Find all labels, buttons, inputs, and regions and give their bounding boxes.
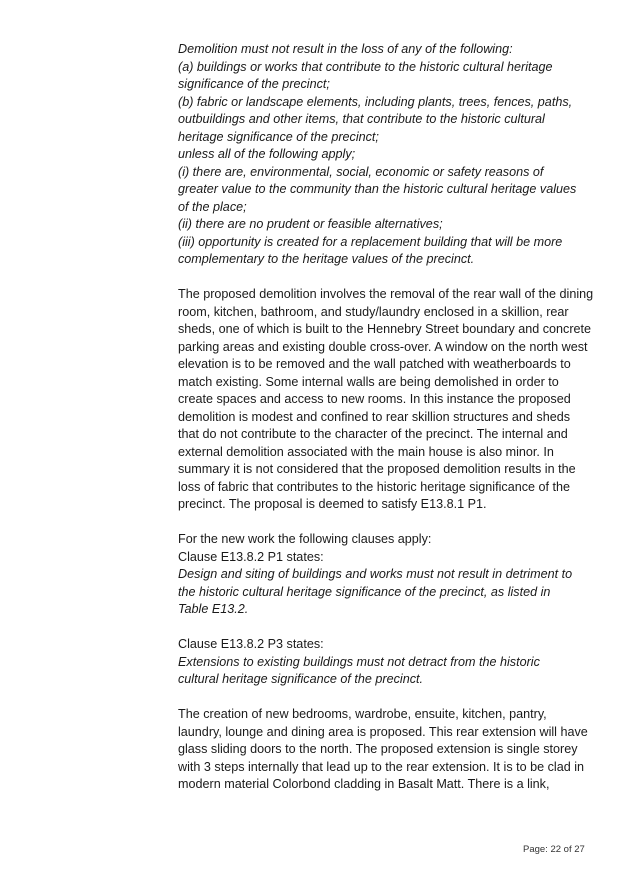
text-line: match existing. Some internal walls are being demolished in order to: [178, 374, 559, 389]
text-line: The creation of new bedrooms, wardrobe, ensuite, kitchen, pantry,: [178, 707, 547, 721]
text-line: precinct. The proposal is deemed to satisfy E13.8.1 P1.: [178, 497, 487, 511]
text-line: Extensions to existing buildings must not detract from the historic: [178, 654, 540, 669]
text-line: that do not contribute to the character of the precinct. The internal and: [178, 427, 568, 441]
text-line: outbuildings and other items, that contribute to the historic cultural: [178, 112, 545, 126]
text-line: summary it is not considered that the proposed demolition results in the: [178, 462, 576, 476]
text-line: external demolition associated with the main house is also minor. In: [178, 444, 554, 459]
text-line: Design and siting of buildings and works must not result in detriment to: [178, 567, 573, 581]
text-line: (iii) opportunity is created for a replacement building that will be more: [178, 234, 563, 249]
text-line: modern material Colorbond cladding in Basalt Matt. There is a link,: [178, 777, 550, 791]
extension-description-paragraph: [178, 706, 590, 794]
text-line: heritage significance of the precinct;: [178, 129, 379, 144]
text-line: greater value to the community than the historic cultural heritage values: [178, 182, 577, 196]
paragraph-spacer: [178, 269, 590, 287]
text-line: room, kitchen, bathroom, and study/laundry enclosed in a skillion, rear: [178, 304, 569, 319]
text-line: the historic cultural heritage significance of the precinct, as listed in: [178, 584, 551, 599]
text-line: (b) fabric or landscape elements, including plants, trees, fences, paths,: [178, 94, 573, 109]
text-line: glass sliding doors to the north. The proposed extension is single storey: [178, 742, 578, 756]
paragraph-spacer: [178, 689, 590, 707]
text-line: loss of fabric that contributes to the historic heritage significance of the: [178, 479, 571, 494]
text-line: cultural heritage significance of the precinct.: [178, 672, 424, 686]
new-work-intro: [178, 531, 590, 566]
demolition-assessment-paragraph: [178, 286, 594, 514]
text-line: create spaces and access to new rooms. In this instance the proposed: [178, 392, 571, 406]
text-line: complementary to the heritage values of the precinct.: [178, 252, 475, 266]
text-line: laundry, lounge and dining area is proposed. This rear extension will have: [178, 724, 588, 739]
document-page: [178, 41, 594, 794]
demolition-criteria-quote: [178, 41, 590, 269]
text-line: with 3 steps internally that lead up to the rear extension. It is to be clad in: [178, 759, 585, 774]
text-line: elevation is to be removed and the wall patched with weatherboards to: [178, 357, 571, 371]
clause-p3-heading: Clause E13.8.2 P3 states:: [178, 637, 324, 651]
text-line: The proposed demolition involves the removal of the rear wall of the dining: [178, 287, 594, 301]
text-line: parking areas and existing double cross-over. A window on the north west: [178, 339, 588, 354]
text-line: sheds, one of which is built to the Hennebry Street boundary and concrete: [178, 322, 592, 336]
text-line: For the new work the following clauses apply:: [178, 532, 432, 546]
text-line: demolition is modest and confined to rear skillion structures and sheds: [178, 409, 571, 424]
paragraph-spacer: [178, 514, 590, 532]
text-line: (ii) there are no prudent or feasible alternatives;: [178, 217, 443, 231]
text-line: unless all of the following apply;: [178, 147, 356, 161]
text-line: (i) there are, environmental, social, economic or safety reasons of: [178, 164, 544, 179]
text-line: (a) buildings or works that contribute to the historic cultural heritage: [178, 59, 553, 74]
text-line: Table E13.2.: [178, 602, 249, 616]
clause-p1-heading: Clause E13.8.2 P1 states:: [178, 549, 324, 564]
paragraph-spacer: [178, 619, 590, 637]
text-line: of the place;: [178, 199, 247, 214]
clause-p3-quote: [178, 654, 590, 689]
text-line: Demolition must not result in the loss of any of the following:: [178, 42, 513, 56]
page-number: Page: 22 of 27: [523, 844, 585, 855]
text-line: significance of the precinct;: [178, 77, 330, 91]
clause-p1-quote: [178, 566, 590, 619]
